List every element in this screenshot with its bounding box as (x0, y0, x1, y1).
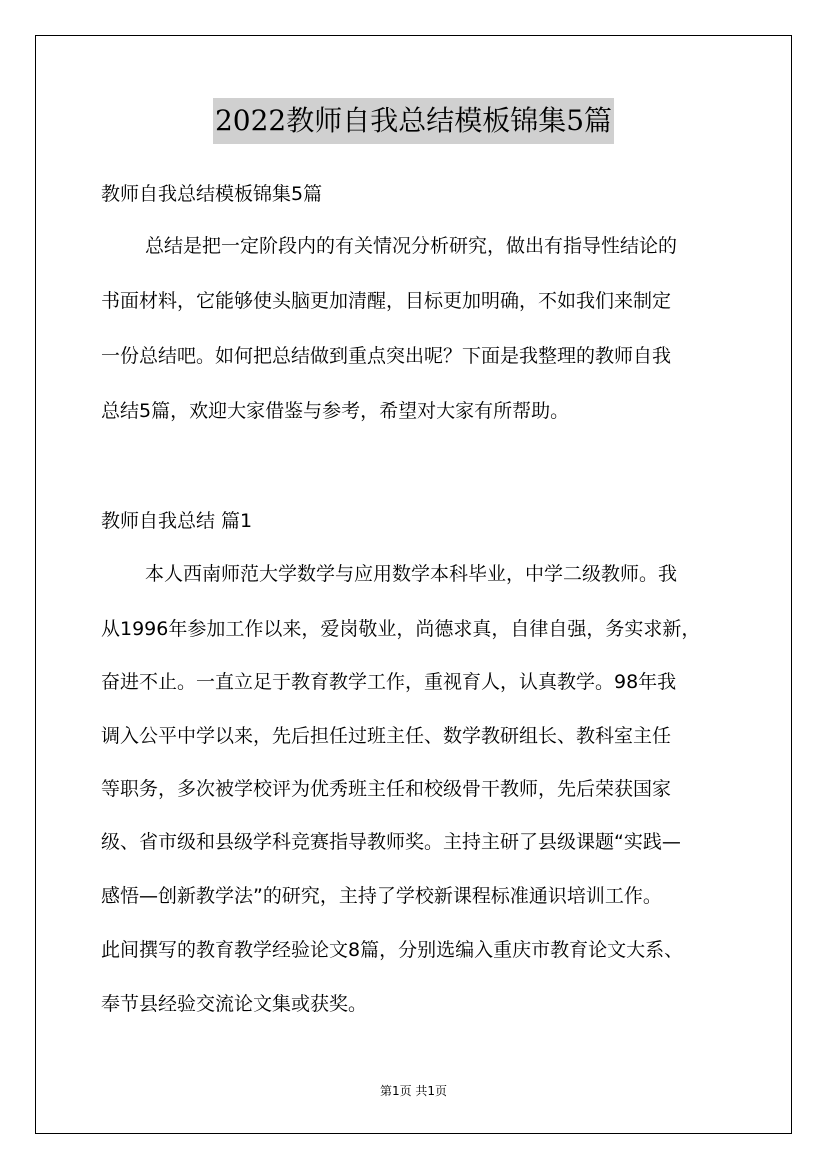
intro-line: 一份总结吧。如何把总结做到重点突出呢？下面是我整理的教师自我 (101, 345, 672, 367)
body-line: 奋进不止。一直立足于教育教学工作，重视育人，认真教学。98年我 (101, 671, 677, 693)
body-line: 感悟—创新教学法”的研究，主持了学校新课程标准通识培训工作。 (101, 885, 662, 907)
body-line: 级、省市级和县级学科竞赛指导教师奖。主持主研了县级课题“实践— (101, 831, 681, 853)
intro-line: 书面材料，它能够使头脑更加清醒，目标更加明确，不如我们来制定 (101, 290, 672, 312)
body-line: 从1996年参加工作以来，爱岗敬业，尚德求真，自律自强，务实求新， (101, 618, 701, 640)
intro-line: 总结是把一定阶段内的有关情况分析研究，做出有指导性结论的 (145, 235, 678, 257)
body-line: 奉节县经验交流论文集或获奖。 (101, 993, 368, 1015)
document-subtitle: 教师自我总结模板锦集5篇 (101, 183, 323, 205)
body-line: 调入公平中学以来，先后担任过班主任、数学教研组长、教科室主任 (101, 725, 672, 747)
document-title: 2022教师自我总结模板锦集5篇 (213, 98, 614, 144)
section-heading: 教师自我总结 篇1 (101, 510, 253, 532)
page-number: 第1页 共1页 (379, 1084, 448, 1098)
body-line: 此间撰写的教育教学经验论文8篇，分别选编入重庆市教育论文大系、 (101, 939, 684, 961)
body-line: 等职务，多次被学校评为优秀班主任和校级骨干教师，先后荣获国家 (101, 778, 672, 800)
body-line: 本人西南师范大学数学与应用数学本科毕业，中学二级教师。我 (145, 563, 678, 585)
intro-line: 总结5篇，欢迎大家借鉴与参考，希望对大家有所帮助。 (101, 400, 570, 422)
title-container (0, 98, 827, 144)
